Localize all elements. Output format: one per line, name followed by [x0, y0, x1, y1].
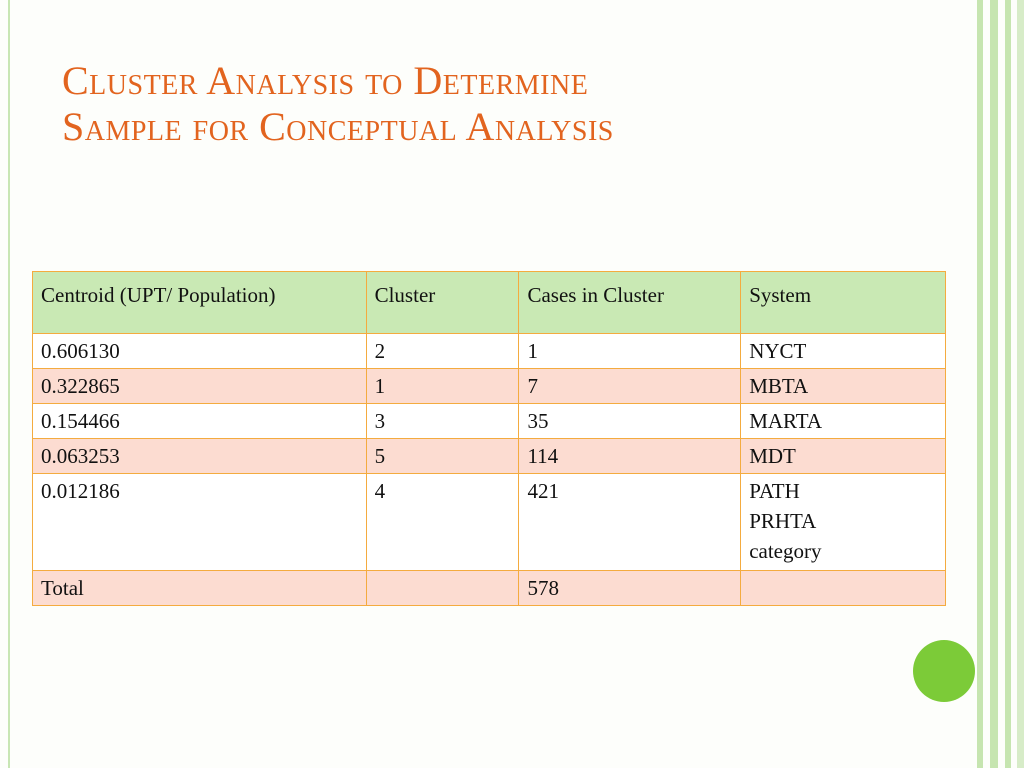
cell-total-system — [741, 571, 946, 606]
table-header-row — [33, 272, 946, 334]
cell-cluster: 4 — [366, 474, 519, 571]
system-name: MBTA — [749, 374, 809, 398]
cell-cases: 7 — [519, 369, 741, 404]
slide-title-line-2: Sample for Conceptual Analysis — [62, 104, 614, 149]
cluster-table — [32, 271, 946, 606]
table-row — [33, 404, 946, 439]
cell-centroid: 0.154466 — [33, 404, 367, 439]
header-centroid: Centroid (UPT/ Population) — [33, 272, 367, 334]
cell-cluster: 3 — [366, 404, 519, 439]
cell-cluster: 1 — [366, 369, 519, 404]
left-frame-stripe — [8, 0, 10, 768]
cell-centroid: 0.322865 — [33, 369, 367, 404]
cell-cases: 1 — [519, 334, 741, 369]
cell-centroid: 0.012186 — [33, 474, 367, 571]
cell-cluster: 2 — [366, 334, 519, 369]
cell-total-cases: 578 — [519, 571, 741, 606]
cell-cases: 35 — [519, 404, 741, 439]
cell-cases: 114 — [519, 439, 741, 474]
right-frame-stripe — [990, 0, 998, 768]
cell-centroid: 0.063253 — [33, 439, 367, 474]
system-name: PATH — [749, 479, 800, 503]
cell-system — [741, 439, 946, 474]
header-cases-in-cluster: Cases in Cluster — [519, 272, 741, 334]
slide-title — [62, 58, 942, 150]
cell-cluster: 5 — [366, 439, 519, 474]
system-name: MARTA — [749, 409, 823, 433]
right-frame-stripe — [1017, 0, 1024, 768]
cell-system — [741, 474, 946, 571]
table-row — [33, 474, 946, 571]
cell-centroid: 0.606130 — [33, 334, 367, 369]
decorative-circle — [913, 640, 975, 702]
cell-cases: 421 — [519, 474, 741, 571]
table-row — [33, 369, 946, 404]
cell-system — [741, 334, 946, 369]
system-name: category — [749, 539, 822, 563]
header-system: System — [741, 272, 946, 334]
right-frame-stripe — [977, 0, 983, 768]
slide-title-line-1: Cluster Analysis to Determine — [62, 58, 589, 103]
cell-system — [741, 369, 946, 404]
cell-total-cluster — [366, 571, 519, 606]
cell-total-label: Total — [33, 571, 367, 606]
cell-system — [741, 404, 946, 439]
system-name: PRHTA — [749, 509, 817, 533]
table-row — [33, 334, 946, 369]
table-total-row — [33, 571, 946, 606]
table-row — [33, 439, 946, 474]
system-name: MDT — [749, 444, 796, 468]
header-cluster: Cluster — [366, 272, 519, 334]
right-frame-stripe — [1005, 0, 1011, 768]
system-name: NYCT — [749, 339, 807, 363]
